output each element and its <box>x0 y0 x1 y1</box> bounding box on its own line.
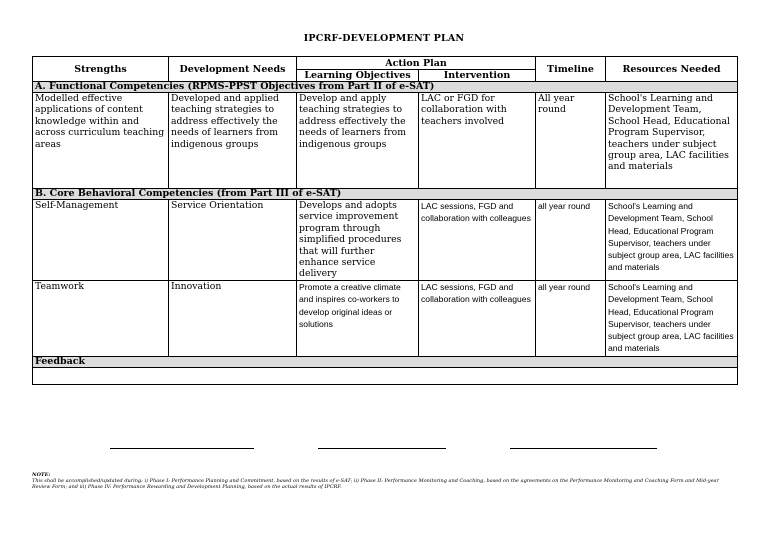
cell-intervention: LAC or FGD for collaboration with teachers involved <box>419 93 536 189</box>
header-development-needs: Development Needs <box>169 57 297 82</box>
cell-learning-objectives: Promote a creative climate and inspires co-workers to develop original ideas or solutions <box>297 281 419 357</box>
cell-learning-objectives: Develop and apply teaching strategies to address effectively the needs of learners from indigenous groups <box>297 93 419 189</box>
cell-timeline: all year round <box>536 200 606 281</box>
table-row <box>33 93 738 189</box>
cell-timeline: All year round <box>536 93 606 189</box>
signature-line <box>510 448 657 449</box>
cell-development-needs: Developed and applied teaching strategies to address effectively the needs of learners from indigenous groups <box>169 93 297 189</box>
header-learning-objectives: Learning Objectives <box>297 70 419 82</box>
page-title: IPCRF-DEVELOPMENT PLAN <box>303 33 465 44</box>
cell-learning-objectives: Develops and adopts service improvement program through simplified procedures that will further enhance service delivery <box>297 200 419 281</box>
cell-development-needs: Service Orientation <box>169 200 297 281</box>
note-title: NOTE: <box>32 472 51 478</box>
note-text: This shall be accomplished/updated during: i) Phase I: Performance Planning and Commitment, based on the results of e-SAT; ii) Phase II: Performance Monitoring and Coaching, based on the agreements on the Performance Monitoring and Coaching Form and Mid-year Review Form; and iii) Phase IV: Performance Rewarding and Development Planning, based on the actual results of IPCRF. <box>32 478 719 490</box>
table-row <box>33 281 738 357</box>
development-plan-table <box>32 56 738 385</box>
cell-timeline: all year round <box>536 281 606 357</box>
header-resources-needed: Resources Needed <box>606 57 738 82</box>
cell-intervention: LAC sessions, FGD and collaboration with colleagues <box>419 200 536 281</box>
cell-development-needs: Innovation <box>169 281 297 357</box>
cell-intervention: LAC sessions, FGD and collaboration with colleagues <box>419 281 536 357</box>
section-feedback: Feedback <box>33 357 738 368</box>
cell-resources-needed: School's Learning and Development Team, School Head, Educational Program Supervisor, teachers under subject group area, LAC facilities and materials <box>606 200 738 281</box>
signature-line <box>110 448 254 449</box>
header-strengths: Strengths <box>33 57 169 82</box>
header-timeline: Timeline <box>536 57 606 82</box>
footnote <box>32 472 737 490</box>
cell-resources-needed: School's Learning and Development Team, School Head, Educational Program Supervisor, teachers under subject group area, LAC facilities and materials <box>606 281 738 357</box>
cell-resources-needed: School's Learning and Development Team, School Head, Educational Program Supervisor, teachers under subject group area, LAC facilities and materials <box>606 93 738 189</box>
feedback-field[interactable] <box>33 368 738 385</box>
cell-strengths: Teamwork <box>33 281 169 357</box>
signature-line <box>318 448 446 449</box>
section-core-behavioral-competencies: B. Core Behavioral Competencies (from Part III of e-SAT) <box>33 189 738 200</box>
cell-strengths: Self-Management <box>33 200 169 281</box>
header-intervention: Intervention <box>419 70 536 82</box>
section-functional-competencies: A. Functional Competencies (RPMS-PPST Objectives from Part II of e-SAT) <box>33 82 738 93</box>
cell-strengths: Modelled effective applications of content knowledge within and across curriculum teaching areas <box>33 93 169 189</box>
table-row <box>33 200 738 281</box>
header-action-plan: Action Plan <box>297 57 536 70</box>
